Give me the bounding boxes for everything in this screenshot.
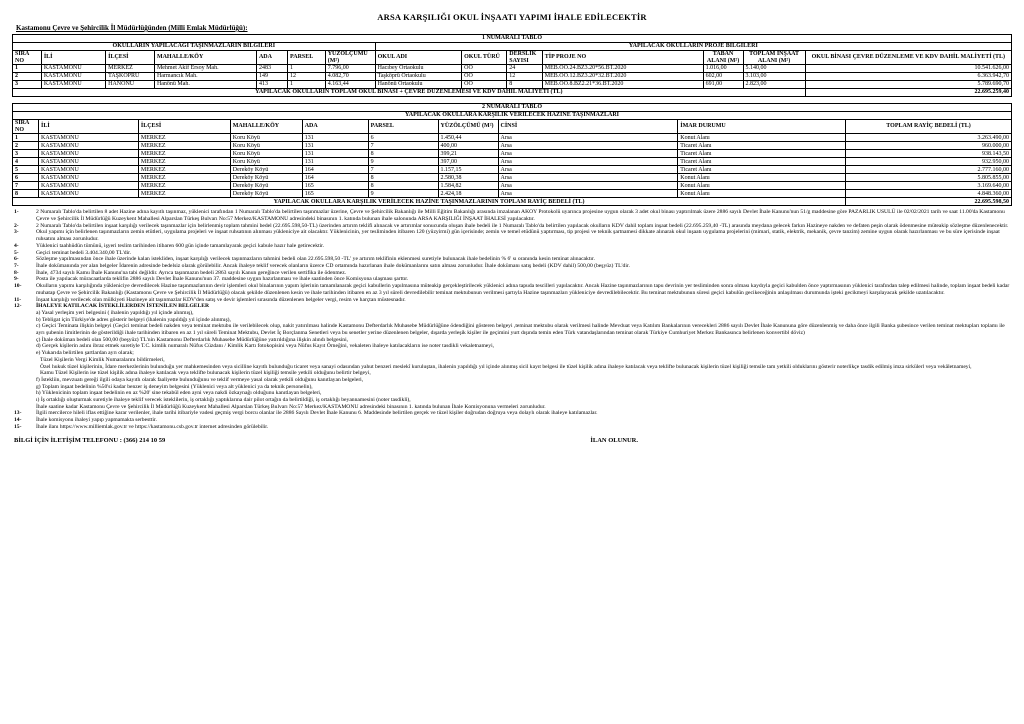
table-2-header-cell: MAHALLE/KÖY — [230, 120, 302, 134]
list-item — [12, 256, 1012, 263]
note-number: 10- — [14, 283, 22, 290]
issuer-subtitle: Kastamonu Çevre ve Şehircilik İl Müdürlüğünden (Milli Emlak Müdürlüğü): — [16, 24, 248, 32]
table-cell: MERKEZ — [138, 174, 230, 182]
table-cell: Taşköprü Ortaokulu — [375, 73, 462, 81]
list-item: d) Gerçek kişilerin aslını ibraz etmek suretiyle T.C. kimlik numaralı Nüfus Cüzdanı / Kimlik Kartı fotokopisini veya Nüfus Kayıt Örneğini, vekaleten ihaleye katılacakların ise noter tasdikli vekaletnameyi, — [36, 343, 495, 350]
list-item — [12, 263, 1012, 270]
note-number: 3- — [14, 229, 19, 236]
note-text: İhale ilanı https://www.milliemlak.gov.tr ve https://kastamonu.csb.gov.tr internet adresinden görülebilir. — [36, 423, 269, 430]
table-1-header-cell: TİP PROJE NO — [542, 51, 703, 65]
table-cell: 12 — [288, 73, 326, 81]
table-row — [13, 182, 1012, 190]
table-cell: KASTAMONU — [38, 174, 138, 182]
table-cell: 3 — [13, 81, 42, 89]
table-cell: Arsa — [498, 166, 678, 174]
table-cell: Koru Köyü — [230, 134, 302, 142]
table-cell: 131 — [302, 150, 368, 158]
note-number: 12- — [14, 303, 22, 310]
table-cell: Arsa — [498, 182, 678, 190]
note-text: Posta ile yapılacak müracaatlarda teklifin 2886 sayılı Devlet İhale Kanunu'nun 37. maddesine uygun hazırlanması ve ihale saatinden önce Komisyona ulaşması şarttır. — [36, 276, 409, 283]
table-row — [13, 174, 1012, 182]
table-cell: KASTAMONU — [38, 182, 138, 190]
table-cell: 131 — [302, 158, 368, 166]
table-cell: Ticaret Alanı — [678, 166, 846, 174]
table-row — [13, 81, 1012, 89]
table-cell: OO — [462, 81, 507, 89]
table-cell: 2 — [13, 73, 42, 81]
table-cell: Konut Alanı — [678, 182, 846, 190]
list-item — [12, 243, 1012, 250]
table-1-total-label: YAPILACAK OKULLARIN TOPLAM OKUL BİNASI + ÇEVRE DÜZENLEMESİ VE KDV DAHİL MALİYETİ (TL) — [13, 89, 806, 97]
table-cell: 7 — [368, 142, 438, 150]
table-cell: 9 — [368, 190, 438, 198]
table-cell: 5.789.690,70 — [805, 81, 1011, 89]
table-1-header-cell: İLİ — [41, 51, 105, 65]
table-cell: 3.263.490,00 — [846, 134, 1012, 142]
list-item: Kamu Tüzel Kişilerin ise tüzel kişilik adına ihaleye katılacak veya teklifte bulunacak kişilerin tüzel kişiliği temsile yetkili olduğunu belirtir belgeyi, — [40, 370, 371, 377]
table-cell: 5.140,00 — [743, 65, 805, 73]
page-title: ARSA KARŞILIĞI OKUL İNŞAATI YAPIMI İHALE EDİLECEKTİR — [377, 12, 647, 22]
contact-phone: BİLGİ İÇİN İLETİŞİM TELEFONU : (366) 214 10 59 — [14, 436, 166, 444]
list-item: Özel hukuk tüzel kişilerinin, İdare merkezlerinin bulunduğu yer mahkemesinden veya sicilline kayıtlı bulunduğu ticaret veya sanayi odasından yahut benzeri meslekî kuruluştan, ihalenin yapıldığı yıl içinde alınmış sicil kayıt belgesi ile tüzel kişilik adına ihaleye katılacak veya teklifte bulunacak kişilerin tüzel kişiliği temsile tam yetkili olduklarını gösterir noterlikçe tasdik edilmiş imza sirkülerl veya vekâletnameyi, — [40, 363, 972, 370]
table-1-header-cell: OKUL ADI — [375, 51, 462, 65]
table-cell: TAŞKÖPRÜ — [106, 73, 155, 81]
table-cell: 165 — [302, 182, 368, 190]
table-cell: KASTAMONU — [38, 142, 138, 150]
note-number: 15- — [14, 423, 22, 430]
table-cell: 1 — [13, 65, 42, 73]
list-item — [12, 417, 1012, 424]
note-text: İhale komisyonu ihaleyi yapıp yapmamakta serbesttir. — [36, 417, 157, 424]
note-number: 2- — [14, 222, 19, 229]
note-number: 5- — [14, 249, 19, 256]
table-cell: 4 — [13, 158, 39, 166]
table-cell: 6 — [368, 134, 438, 142]
table-cell: 938.143,50 — [846, 150, 1012, 158]
table-cell: KASTAMONU — [38, 150, 138, 158]
table-cell: KASTAMONU — [38, 134, 138, 142]
table-cell: 4.082,70 — [325, 73, 375, 81]
table-cell: Konut Alanı — [678, 190, 846, 198]
table-1-header-cell: ADA — [256, 51, 287, 65]
table-cell: MERKEZ — [138, 150, 230, 158]
note-number: 14- — [14, 417, 22, 424]
table-2-header-cell: İLİ — [38, 120, 138, 134]
list-item — [12, 410, 1012, 417]
note-text: 2 Numaralı Tablo'da belirtilen 8 adet Hazine adına kayıtlı taşınmaz, yüklenici tarafından 1 Numaralı Tablo'da belirtilen taşınmazlar üzerine, Çevre ve Şehircilik Bakanlığı ile Milli Eğitim Bakanlığı arasında imzalanan AKOY Protokolü uyarınca projesine uygun olarak 3 adet okul binası yaptırılmak üzere 2886 sayılı Devlet İhale Kanunu'nun 51/g maddesine göre PAZARLIK USULÜ ile 02/02/2021 tarih ve saat 11.00'da Kastamonu Çevre ve Şehircilik İl Müdürlüğü Kuzeykent Mahallesi Alparslan Türkeş Bulvarı No:57 Merkez/KASTAMONU adresindeki binasının 1. katında bulunan ihale salonunda ARSA KARŞILIĞI İNŞAAT İHALESİ yapılacaktır. — [36, 209, 1005, 223]
list-item: c) Geçici Teminata ilişkin belgeyi (Geçici teminat bedeli nakden veya teminat mektubu ile verilebilecek olup, nakit yatırılması halinde Kastamonu Defterdarlık Muhasebe Müdürlüğüne ödendiğini gösteren belgeyi ,teminat mektubu olarak verilmesi halinde Mevduat veya Katılım Bankalarının verecekleri 2886 sayılı Devlet İhale Kanununa göre düzenlenmiş ve daha önce ilgili Banka şubesince verilen teminat mektupları toplamı ile ayrı şubenin limitlerinin de gösterildiği ihale tarihinden itibaren en az 1 yıl süreli Teminat Mektubu, Devlet İç Borçlanma Senetleri veya bu senetler yerine düzenlenen belgeler, dışarda yerleşik kişiler ile geçimini yurt dışında temin eden Türk vatandaşlarından teminat olarak Türkiye Cumhuriyet Merkez Bankasınca belirlenen konvertibl döviz) — [36, 323, 1005, 337]
list-item — [12, 209, 1012, 222]
table-2-caption: 2 NUMARALI TABLO — [13, 104, 1012, 112]
table-cell: Koru Köyü — [230, 158, 302, 166]
table-cell: 4.848.360,00 — [846, 190, 1012, 198]
table-cell: 4.163,44 — [325, 81, 375, 89]
table-1-header-cell: OKUL BİNASI ÇEVRE DÜZENLEME VE KDV DAHİL MALİYETİ (TL) — [805, 51, 1011, 65]
table-row — [13, 190, 1012, 198]
table-cell: KASTAMONU — [38, 158, 138, 166]
table-cell: Ticaret Alanı — [678, 142, 846, 150]
announcement-page — [12, 0, 1012, 444]
table-cell: 2 — [13, 142, 39, 150]
table-2-header-row — [13, 120, 1012, 134]
table-cell: 131 — [302, 142, 368, 150]
table-1-header-cell: TOPLAM İNŞAAT ALANI (M²) — [743, 51, 805, 65]
table-cell: Mehmet Akif Ersoy Mah. — [154, 65, 256, 73]
list-item: Tüzel Kişilerin Vergi Kimlik Numaralarını bildirmeleri, — [40, 356, 165, 363]
table-2-header-cell: SIRA NO — [13, 120, 39, 134]
table-cell: Arsa — [498, 158, 678, 166]
table-cell: 1 — [288, 81, 326, 89]
table-1-group-right: YAPILACAK OKULLARIN PROJE BİLGİLERİ — [375, 43, 1011, 51]
note-text: Geçici teminat bedeli 3.404.340,00 TL'dir. — [36, 249, 132, 256]
table-cell: Arsa — [498, 150, 678, 158]
table-cell: 12 — [507, 73, 543, 81]
note-text: Sözleşme yapılmasından önce ihale üzerinde kalan istekliden, inşaat karşılığı verilecek taşınmazların tahmini bedeli olan 22.695.598,50 -TL' ye artırım teklifinin eklenmesi suretiyle bulunacak ihale bedelinin % 6' sı oranında kesin teminat alınacaktır. — [36, 256, 595, 263]
table-2-header-cell: YÜZÖLÇÜMÜ (M²) — [438, 120, 498, 134]
table-cell: Arsa — [498, 142, 678, 150]
table-cell: 164 — [302, 166, 368, 174]
table-cell: KASTAMONU — [38, 166, 138, 174]
table-cell: 8 — [368, 182, 438, 190]
table-1-header-row — [13, 51, 1012, 65]
table-2-header-cell: İLÇESİ — [138, 120, 230, 134]
table-cell: Konut Alanı — [678, 134, 846, 142]
table-1-caption: 1 NUMARALI TABLO — [13, 35, 1012, 43]
table-cell: 2.424,18 — [438, 190, 498, 198]
table-cell: Dereköy Köyü — [230, 190, 302, 198]
table-2-header-cell: İMAR DURUMU — [678, 120, 846, 134]
table-cell: 691,00 — [703, 81, 743, 89]
table-cell: 8 — [507, 81, 543, 89]
table-cell: KASTAMONU — [41, 73, 105, 81]
table-cell: Hanönü Mah. — [154, 81, 256, 89]
table-cell: 2.777.160,00 — [846, 166, 1012, 174]
table-cell: Dereköy Köyü — [230, 166, 302, 174]
table-row — [13, 142, 1012, 150]
note-number: 9- — [14, 276, 19, 283]
note-number: 8- — [14, 269, 19, 276]
table-cell: 397,00 — [438, 158, 498, 166]
table-1-header-cell: DERSLİK SAYISI — [507, 51, 543, 65]
table-cell: Konut Alanı — [678, 174, 846, 182]
list-item: f) İstekliin, mevzuatı gereği ilgili odaya kayıtlı olarak faaliyette bulunduğunu ve teklif vermeye yasal olarak yetkili olduğunu kanıtlayan belgeleri, — [36, 376, 364, 383]
table-1 — [12, 34, 1012, 97]
table-cell: KASTAMONU — [41, 65, 105, 73]
table-cell: Arsa — [498, 174, 678, 182]
table-cell: Dereköy Köyü — [230, 174, 302, 182]
table-row — [13, 73, 1012, 81]
table-cell: Dereköy Köyü — [230, 182, 302, 190]
table-cell: 8 — [368, 174, 438, 182]
table-row — [13, 134, 1012, 142]
footer — [12, 437, 1012, 444]
table-cell: 10.541.626,00 — [805, 65, 1011, 73]
note-text: İhale, 4734 sayılı Kamu İhale Kanunu'na tabi değildir. Ayrıca taşınmazın bedeli 2863 sayılı Kanun gereğince verilen sertifika ile ödenmez. — [36, 269, 347, 276]
table-2-total-label: YAPILACAK OKULLARA KARŞILIK VERİLECEK HAZİNE TAŞINMAZLARININ TOPLAM RAYİÇ BEDELİ (TL) — [13, 198, 846, 206]
note-text: İhale dokümanında yer alan belgeler İdarenin adresinde bedelsiz olarak görülebilir. Ancak ihaleye teklif verecek olanların üzerce CD ortamında hazırlanan ihale dokümanlarını satın alması zorunludur. İhale dokümanı satış bedeli (KDV dahil) 500,00 (beşyüz) TL'dir. — [36, 263, 630, 269]
table-cell: Koru Köyü — [230, 142, 302, 150]
table-2-header-cell: PARSEL — [368, 120, 438, 134]
note-number: 11- — [14, 296, 22, 303]
table-1-header-cell: YÜZÖLÇÜMÜ (M²) — [325, 51, 375, 65]
table-1-header-cell: OKUL TÜRÜ — [462, 51, 507, 65]
table-row — [13, 150, 1012, 158]
table-cell: 149 — [256, 73, 287, 81]
table-cell: Ticaret Alanı — [678, 150, 846, 158]
table-2-header-cell: TOPLAM RAYİÇ BEDELİ (TL) — [846, 120, 1012, 134]
table-cell: MERKEZ — [106, 65, 155, 73]
table-cell: KASTAMONU — [38, 190, 138, 198]
table-cell: 6.363.942,70 — [805, 73, 1011, 81]
list-item — [12, 283, 1012, 296]
table-cell: 2.823,00 — [743, 81, 805, 89]
note-number: 1- — [14, 209, 19, 216]
table-cell: 1.157,15 — [438, 166, 498, 174]
table-cell: 413 — [256, 81, 287, 89]
note-text: Okulların yapımı karşılığında yükleniciye devredilecek Hazine taşınmazlarının devir işlemleri okul binalarının yapım işlerinin tamamlanarak geçici kabullerin yapılmasına müteakip gerçekleştirilecek yüklenici adına tapuda tescilleri yapılacaktır. Ancak Hazine taşınmazlarının tapu devrinin yer tesliminden sonra olması kaydıyla geçici kabulden önce yaptırmasının yüklenici tarafından talep edilmesi halinde, toplam inşaat bedeli kadar muhatap Çevre ve Şehircilik Bakanlığı (Kastamonu Çevre ve Şehircilik İl Müdürlüğü) olacak şekilde düzenlenen kesin ve ihale tarihinden itibaren en az 3 yıl süreli devredilebilir teminat mektubunun verilmesi şartıyla Hazine taşınmazları yükleniciye devredilebilecektir. Bu teminat mektubunun süresi geçici kabulün gecikeceğinin anlaşılması durumunda işteki gecikmeyi karşılayacak şekilde uzatılacaktır. — [36, 283, 1010, 296]
table-cell: 960.000,00 — [846, 142, 1012, 150]
table-cell: 3.103,00 — [743, 73, 805, 81]
table-cell: OO — [462, 65, 507, 73]
table-cell: 3 — [13, 150, 39, 158]
table-row — [13, 166, 1012, 174]
table-cell: Ticaret Alanı — [678, 158, 846, 166]
table-cell: Hacıbey Ortaokulu — [375, 65, 462, 73]
note-number: 6- — [14, 256, 19, 263]
table-cell: 1.016,00 — [703, 65, 743, 73]
list-item: ç) İhale doküman bedeli olan 500,00 (beşyüz) TL'nin Kastamonu Defterdarlık Muhasebe Müdürlüğüne yatırıldığına ilişkin alındı belgesini, — [36, 336, 349, 343]
table-cell: KASTAMONU — [41, 81, 105, 89]
table-cell: 2.580,38 — [438, 174, 498, 182]
table-1-header-cell: İLÇESİ — [106, 51, 155, 65]
note-number: 4- — [14, 242, 19, 249]
note-text: Yüklenici taahhüdün tümünü, işyeri teslim tarihinden itibaren 600 gün içinde tamamlayarak geçici kabule hazır hale getirecektir. — [36, 242, 325, 249]
table-1-header-cell: PARSEL — [288, 51, 326, 65]
list-item — [12, 424, 1012, 431]
note-text: 2 Numaralı Tablo'da belirtilen inşaat karşılığı verilecek taşınmazlar için belirlenmiş toplam tahmini bedel (22.695.598,50-TL) üzerinden artırım teklifi alınacak ve artırımlar sonucunda oluşan ihale bedeli ile 1 Numaralı Tablo'da belirtilen yapılacak okulların KDV dahil toplam inşaat bedeli (22.695.259,40 -TL) arasında meydana gelecek farkın Hazineye nakden ve defaten peşin olarak ödenmesine müteakip sözleşme düzenlenecektir. — [36, 222, 1009, 229]
table-cell: 602,00 — [703, 73, 743, 81]
table-1-header-cell: MAHALLE/KÖY — [154, 51, 256, 65]
table-cell: MERKEZ — [138, 166, 230, 174]
table-2-total-value: 22.695.598,50 — [846, 198, 1012, 206]
table-1-header-cell: SIRA NO — [13, 51, 42, 65]
list-item — [12, 229, 1012, 242]
table-cell: 2483 — [256, 65, 287, 73]
table-cell: 3.169.640,00 — [846, 182, 1012, 190]
table-cell: 8 — [13, 190, 39, 198]
list-item: e) Yukarıda belirtilen şartlardan ayrı olarak; — [36, 350, 134, 357]
table-2-group: YAPILACAK OKULLARA KARŞILIK VERİLECEK HAZİNE TAŞINMAZLARI — [13, 112, 1012, 120]
table-cell: Arsa — [498, 134, 678, 142]
table-cell: 1.584,82 — [438, 182, 498, 190]
table-cell: 1 — [288, 65, 326, 73]
list-item: ı) İş ortaklığı oluşturmak suretiyle ihaleye teklif verecek isteklilerin, iş ortaklığı yaptıklarına dair pilot ortağın da belirtildiği, iş ortaklığı beyannamesini (noter tasdikli), — [36, 397, 411, 404]
table-row — [13, 158, 1012, 166]
table-cell: 6 — [13, 174, 39, 182]
note-text: İnşaat karşılığı verilecek olan mülkiyeti Hazineye ait taşınmazlar KDV'den satış ve devir işlemleri sırasında düzenlenen belgeler vergi, resim ve harçtan müstesnadır. — [36, 296, 406, 303]
list-item: a) Yasal yerleşim yeri belgesini ( ihalenin yapıldığı yıl içinde alınmış), — [36, 309, 194, 316]
note-text: İHALEYE KATILACAK İSTEKLİLERDEN İSTENİLEN BELGELER — [36, 303, 210, 310]
table-cell: 7 — [13, 182, 39, 190]
table-cell: 8 — [368, 150, 438, 158]
table-cell: MERKEZ — [138, 190, 230, 198]
table-cell: 1.450,44 — [438, 134, 498, 142]
table-cell: Hanönü Ortaokulu — [375, 81, 462, 89]
table-cell: MERKEZ — [138, 182, 230, 190]
table-cell: 9 — [368, 158, 438, 166]
table-cell: 7 — [368, 166, 438, 174]
table-cell: 400,00 — [438, 142, 498, 150]
table-cell: 1 — [13, 134, 39, 142]
table-cell: 399,21 — [438, 150, 498, 158]
table-row — [13, 65, 1012, 73]
list-item: h) Yüklenicinin toplam inşaat bedelinin en az %20' sine tekabül eden ayni veya nakdi özkaynağı olduğunu kanıtlayan belgeleri, — [36, 390, 322, 397]
table-cell: MEB.OO.12.BZ3.20*32.BT.2020 — [542, 73, 703, 81]
table-cell: HANÖNÜ — [106, 81, 155, 89]
list-item: g) Toplam inşaat bedelinin %50'si kadar benzer iş deneyim belgesini (Yüklenici veya alt yüklenici ya da teknik personelin), — [36, 383, 313, 390]
table-cell: MERKEZ — [138, 142, 230, 150]
table-1-group-left: OKULLARIN YAPILACAĞI TAŞINMAZLARIN BİLGİLERİ — [13, 43, 376, 51]
table-cell: 7.796,00 — [325, 65, 375, 73]
table-cell: Arsa — [498, 190, 678, 198]
table-1-header-cell: TABAN ALANI (M²) — [703, 51, 743, 65]
note-text: Okul yapımı için belirlenen taşınmazların zemin etütleri, uygulama projeleri ve inşaat ruhsatının alınması yükleniciye ait olacaktır. Yüklenicinin, yer tesliminden itibaren 120 (yüzyirmi) gün içerisinde; zemin ve temel etüdünü yaptırması, tip projesi ve teknik şartnamesi dikkate alınarak okul inşaatı uygulama projelerini (mimari, statik, elektrik, mekanik, çevre tanzim) zemine uygun olarak hazırlanması ve bu süre içerisinde inşaat ruhsatını alması zorunludur. — [36, 229, 1000, 243]
table-cell: 5 — [13, 166, 39, 174]
table-cell: Harmancık Mah. — [154, 73, 256, 81]
conditions-list — [12, 209, 1012, 430]
table-2-header-cell: CİNSİ — [498, 120, 678, 134]
table-cell: 164 — [302, 174, 368, 182]
list-item: İhale saatine kadar Kastamonu Çevre ve Şehircilik İl Müdürlüğü Kuzeykent Mahallesi Alparslan Türkeş Bulvarı No:57 Merkez/KASTAMONU adresindeki binasının 1. katında bulunan İhale Komisyonuna vermeleri zorunludur. — [36, 403, 546, 410]
table-cell: 24 — [507, 65, 543, 73]
table-cell: 932.950,00 — [846, 158, 1012, 166]
table-cell: MEB.OO.24.BZ3.20*56.BT.2020 — [542, 65, 703, 73]
table-cell: 5.805.855,00 — [846, 174, 1012, 182]
note-number: 7- — [14, 263, 19, 269]
table-cell: 131 — [302, 134, 368, 142]
table-cell: 165 — [302, 190, 368, 198]
list-item — [12, 303, 1012, 310]
announce-text: İLAN OLUNUR. — [590, 436, 638, 444]
note-number: 13- — [14, 410, 22, 417]
table-cell: MEB.OO.8.BZ2.21*36.BT.2020 — [542, 81, 703, 89]
table-2-header-cell: ADA — [302, 120, 368, 134]
table-1-total-value: 22.695.259,40 — [805, 89, 1011, 97]
table-cell: Koru Köyü — [230, 150, 302, 158]
table-cell: MERKEZ — [138, 158, 230, 166]
list-item: b) Tebligat için Türkiye'de adres gösterir belgeyi (ihalenin yapıldığı yıl içinde alınmış), — [36, 316, 231, 323]
table-2 — [12, 103, 1012, 206]
table-cell: OO — [462, 73, 507, 81]
note-text: İlgili mercilerce hileli iflas ettiğine karar verilenler, ihale tarihi itibariyle vadesi geçmiş vergi borcu olanlar ile 2886 Sayılı Devlet İhale Kanunu 6. Maddesinde belirtilen gerçek ve tüzel kişiler doğrudan doğruya veya dolaylı olarak ihaleye katılamazlar. — [36, 410, 598, 417]
table-cell: MERKEZ — [138, 134, 230, 142]
